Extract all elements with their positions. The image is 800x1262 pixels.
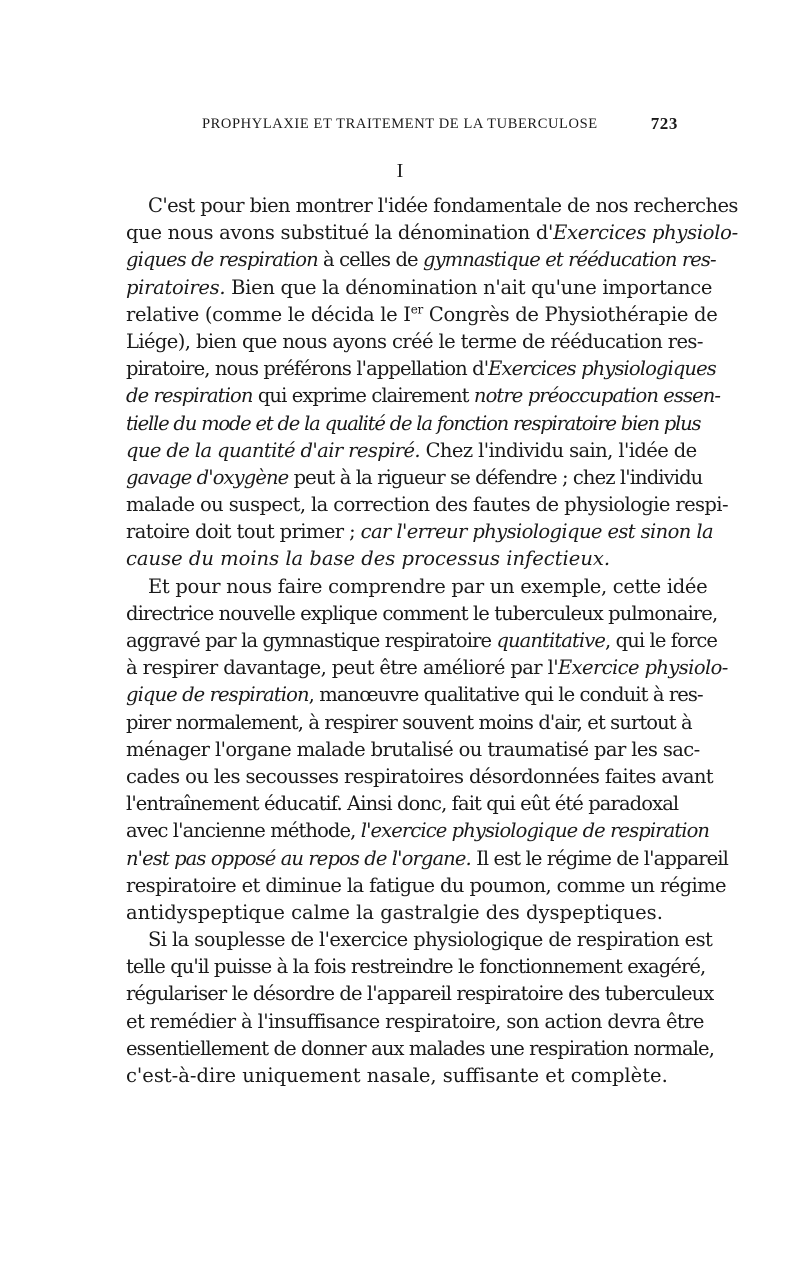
text-run: , qui le force: [605, 629, 718, 652]
text-run: antidyspeptique calme la gastralgie des dyspeptiques.: [126, 900, 663, 924]
text-run: malade ou suspect, la correction des fautes de physiologie respi-: [126, 493, 728, 517]
italic-run: de respiration: [126, 384, 253, 408]
italic-run: car l'erreur physiologique est sinon la: [360, 520, 713, 544]
text-line: [126, 600, 718, 627]
text-line: [126, 491, 728, 518]
text-line: [126, 654, 728, 681]
text-line: [126, 627, 718, 654]
italic-run: Exercices physiolo-: [553, 221, 738, 245]
italic-run: l'exercice physiologique de respiration: [360, 819, 710, 843]
text-run: avec l'ancienne méthode,: [126, 819, 361, 843]
text-run: directrice nouvelle explique comment le tuberculeux pulmonaire,: [126, 601, 718, 625]
text-run: aggravé par la gymnastique respiratoire: [126, 629, 497, 652]
text-line: [126, 980, 714, 1007]
text-line: [126, 872, 726, 899]
text-line: [126, 1008, 704, 1035]
italic-run: Exercice physiolo-: [558, 656, 728, 680]
italic-run: quantitative: [496, 629, 606, 652]
text-run: pirer normalement, à respirer souvent moins d'air, et surtout à: [126, 710, 692, 734]
text-run: Et pour nous faire comprendre par un exemple, cette idée: [148, 574, 708, 598]
italic-run: que de la quantité d'air respiré.: [126, 438, 421, 462]
text-run: essentiellement de donner aux malades une respiration normale,: [126, 1036, 714, 1060]
text-line: [126, 709, 692, 736]
italic-run: notre préoccupation essen-: [473, 384, 721, 408]
italic-run: n'est pas opposé au repos de l'organe.: [126, 846, 471, 870]
text-run: , manœuvre qualitative qui le conduit à res-: [308, 683, 703, 707]
text-run: qui exprime clairement: [252, 384, 474, 408]
text-line: [126, 301, 718, 328]
text-line: [126, 681, 703, 708]
text-line: [126, 464, 703, 491]
text-run: respiratoire et diminue la fatigue du poumon, comme un régime: [126, 873, 726, 897]
text-run: C'est pour bien montrer l'idée fondamentale de nos recherches: [148, 194, 738, 217]
text-run: relative (comme le décida le I: [126, 302, 411, 326]
text-line: [126, 192, 738, 219]
text-line: [126, 355, 716, 382]
text-line: [126, 1035, 714, 1062]
text-line: [126, 437, 697, 464]
section-number: I: [396, 160, 404, 182]
text-run: Chez l'individu sain, l'idée de: [420, 438, 697, 462]
text-run: c'est-à-dire uniquement nasale, suffisante et complète.: [126, 1064, 668, 1087]
italic-run: tielle du mode et de la qualité de la fonction respiratoire bien plus: [126, 411, 701, 435]
italic-run: gique de respiration: [126, 683, 309, 707]
text-run: telle qu'il puisse à la fois restreindre le fonctionnement exagéré,: [126, 955, 706, 979]
body-text: [126, 192, 738, 1089]
text-run: Si la souplesse de l'exercice physiologique de respiration est: [148, 928, 713, 952]
text-line: [126, 545, 672, 572]
italic-run: Exercices physiologiques: [488, 357, 716, 381]
text-line: [126, 736, 700, 763]
text-line: [126, 1062, 672, 1089]
text-line: [126, 328, 703, 355]
italic-run: giques de respiration: [126, 248, 318, 272]
text-run: que nous avons substitué la dénomination d': [126, 221, 554, 245]
text-line: [126, 518, 713, 545]
text-run: et remédier à l'insuffisance respiratoire, son action devra être: [126, 1009, 704, 1033]
text-line: [126, 246, 716, 273]
text-line: [126, 573, 708, 600]
text-line: [126, 845, 728, 872]
text-run: cades ou les secousses respiratoires désordonnées faites avant: [126, 764, 714, 788]
running-head: [202, 116, 678, 138]
italic-run: piratoires.: [126, 275, 226, 299]
page-number: 723: [650, 114, 678, 133]
italic-run: gavage d'oxygène: [126, 465, 289, 489]
text-line: [126, 817, 710, 844]
text-run: ménager l'organe malade brutalisé ou traumatisé par les sac-: [126, 737, 700, 761]
text-line: [126, 274, 713, 301]
text-line: [126, 410, 701, 437]
text-run: piratoire, nous préférons l'appellation d': [126, 357, 489, 381]
text-run: régulariser le désordre de l'appareil respiratoire des tuberculeux: [126, 982, 714, 1006]
text-run: Congrès de Physiothérapie de: [422, 302, 718, 326]
text-run: ratoire doit tout primer ;: [126, 520, 361, 544]
text-run: l'entraînement éducatif. Ainsi donc, fait qui eût été paradoxal: [126, 792, 679, 816]
text-line: [126, 790, 679, 817]
text-line: [126, 763, 714, 790]
text-run: Bien que la dénomination n'ait qu'une importance: [225, 275, 713, 299]
text-line: [126, 926, 713, 953]
text-run: peut à la rigueur se défendre ; chez l'individu: [288, 465, 703, 489]
text-run: à respirer davantage, peut être amélioré par l': [126, 656, 558, 680]
text-line: [126, 899, 672, 926]
text-run: à celles de: [317, 248, 423, 272]
superscript: er: [410, 302, 423, 317]
text-run: Il est le régime de l'appareil: [470, 846, 728, 870]
running-head-title: PROPHYLAXIE ET TRAITEMENT DE LA TUBERCULOSE: [202, 116, 598, 132]
text-line: [126, 382, 721, 409]
text-run: Liége), bien que nous ayons créé le terme de rééducation res-: [126, 329, 703, 353]
italic-run: cause du moins la base des processus infectieux.: [126, 547, 611, 571]
italic-run: gymnastique et rééducation res-: [422, 248, 716, 272]
text-line: [126, 953, 706, 980]
text-line: [126, 219, 738, 246]
